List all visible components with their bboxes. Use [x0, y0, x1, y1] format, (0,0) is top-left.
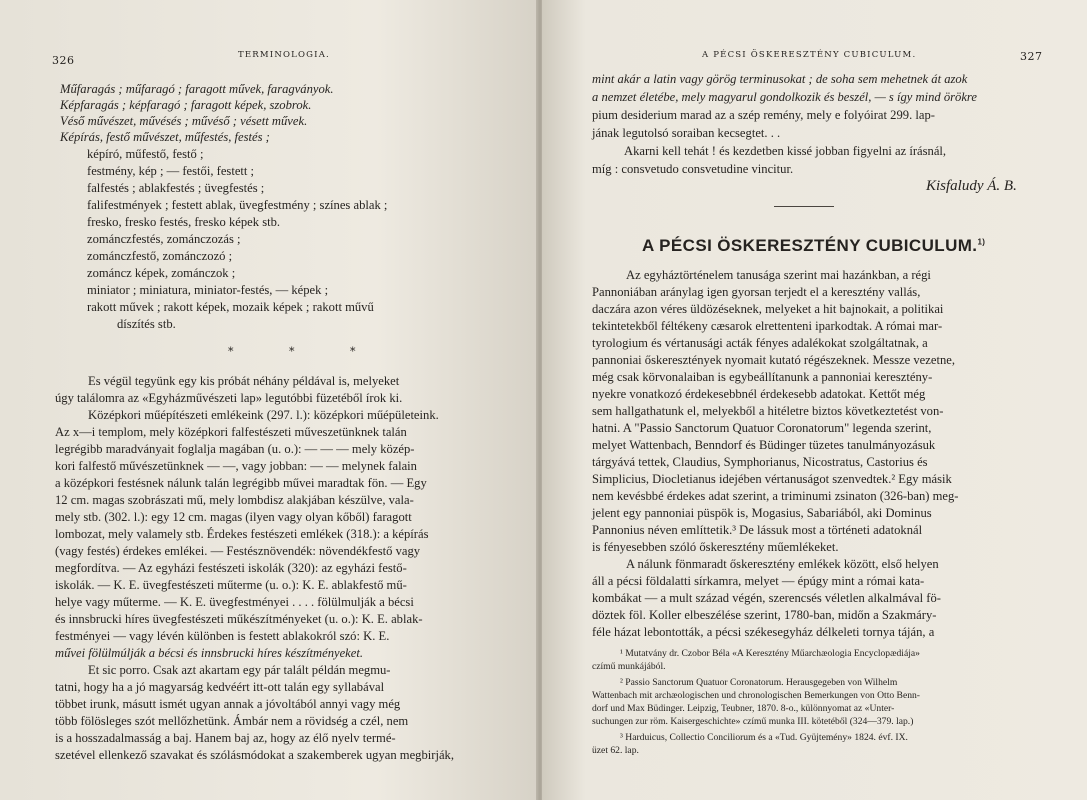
body-line: a középkori festésnek nálunk talán legrégibb művei maradtak fön. — Egy	[55, 476, 427, 490]
page-number: 326	[52, 54, 75, 67]
body-line: Et sic porro. Csak azt akartam egy pár talált példán megmu-	[88, 663, 391, 677]
body-line: Pannonius néven említtetik.³ De lássuk most a történeti adatoknál	[592, 523, 923, 537]
list-line: miniator ; miniatura, miniator-festés, — képek ;	[87, 283, 329, 297]
body-line: több fölösleges szót mellőzhetünk. Ámbár nem a rövidség a czél, nem	[55, 714, 409, 728]
body-line: jának legutolsó soraiban kecsegtet. . .	[592, 126, 781, 140]
body-line: döztek föl. Koller elbeszélése szerint, 1780-ban, midőn a Szakmáry-	[592, 608, 937, 622]
list-line: zománczfestés, zománczozás ;	[87, 232, 241, 246]
list-line: zománczfestő, zománczozó ;	[87, 249, 233, 263]
body-line: tekintetekből féltékeny cæsarok elrettenteni iparkodtak. A római mar-	[592, 319, 943, 333]
body-line: nyekre vonatkozó érdekesebbnél érdekesebb adatokat. Kettőt még	[592, 387, 926, 401]
body-line: áll a pécsi földalatti sírkamra, melyet — épúgy mint a római kata-	[592, 574, 925, 588]
body-line: míg : consvetudo consvetudine vincitur.	[592, 162, 794, 176]
page-number: 327	[1020, 50, 1043, 63]
body-line: még csak körvonalaiban is egybeállítanunk a pannoniai keresztény-	[592, 370, 933, 384]
body-line: melyet Wattenbach, Benndorf és Büdinger tüzetes tanulmányozásuk	[592, 438, 936, 452]
body-line: féle házat lebontották, a pécsi székesegyház délkeleti tornya táján, a	[592, 625, 935, 639]
body-line: mint akár a latin vagy görög terminusokat ; de soha sem mehetnek át azok	[592, 72, 968, 86]
body-line: Az egyháztörténelem tanusága szerint mai hazánkban, a régi	[626, 268, 931, 282]
section-separator: * * *	[228, 345, 382, 358]
body-line: Es végül tegyünk egy kis próbát néhány példával is, melyeket	[88, 374, 400, 388]
body-line: daczára azon véres üldözéseknek, melyeket a hit bajnokait, a politikai	[592, 302, 944, 316]
list-line: Képírás, festő művészet, műfestés, festés ;	[60, 130, 270, 144]
body-line: kori falfestő művészetünknek — —, vagy jobban: — — melynek falain	[55, 459, 417, 473]
body-line: szetével ellenkező szavakat és szólásmódokat a szakemberek ugyan megbirják,	[55, 748, 454, 762]
body-line: iskolák. — K. E. üvegfestészeti műterme (u. o.): K. E. ablakfestő mű-	[55, 578, 407, 592]
body-line: úgy találomra az «Egyházművészeti lap» legutóbbi füzetéből írok ki.	[55, 391, 403, 405]
divider-rule	[774, 206, 834, 207]
body-line: a nemzet életébe, mely magyarul gondolkozik és beszél, — s így mind örökre	[592, 90, 977, 104]
list-line: zománcz képek, zománczok ;	[87, 266, 236, 280]
footnote-line: Wattenbach mit archæologischen und chronologischen Bemerkungen von Otto Benn-	[592, 690, 920, 701]
list-line: rakott művek ; rakott képek, mozaik képek ; rakott művű	[87, 300, 374, 314]
body-line: Simplicius, Diocletianus idejében vértanuságot szenvedtek.² Egy másik	[592, 472, 952, 486]
footnote-line: ¹ Mutatvány dr. Czobor Béla «A Keresztény Műarchæologia Encyclopædiája»	[620, 648, 920, 659]
body-line: A nálunk fönmaradt őskeresztény emlékek között, első helyen	[626, 557, 939, 571]
footnote-line: suchungen zur röm. Kaisergeschichte» czímű munka III. kötetéből (324—379. lap.)	[592, 716, 914, 727]
body-line: és innsbrucki híres üvegfestészeti műkészítményeket (u. o.): K. E. ablak-	[55, 612, 423, 626]
body-line: tyrologium és vértanusági acták fényes adalékokat szolgáltatnak, a	[592, 336, 928, 350]
list-line: Képfaragás ; képfaragó ; faragott képek, szobrok.	[60, 98, 312, 112]
list-line: fresko, fresko festés, fresko képek stb.	[87, 215, 281, 229]
body-line: legrégibb maradványait foglalja magában (u. o.): — — — mely közép-	[55, 442, 415, 456]
body-line: pannoniai őskeresztények nyomait kutató régészeknek. Messze vezetne,	[592, 353, 955, 367]
body-line: jelent egy pannoniai püspök is, Mogasius, Sabariából, aki Dominus	[592, 506, 932, 520]
body-line: sem hallgathatunk el, melyekből a hitéletre biztos következtetést von-	[592, 404, 944, 418]
left-page	[0, 0, 538, 800]
list-line: Véső művészet, művésés ; művéső ; vésett művek.	[60, 114, 308, 128]
body-line: nem kevésbbé érdekes adat szerint, a triminumi zsinaton (326-ban) meg-	[592, 489, 959, 503]
footnote-line: czímű munkájából.	[592, 661, 666, 672]
body-line: Pannoniában aránylag igen gyorsan terjedt el a keresztény vallás,	[592, 285, 921, 299]
running-head: A PÉCSI ÖSKERESZTÉNY CUBICULUM.	[702, 50, 917, 60]
body-line: hatni. A "Passio Sanctorum Quatuor Coronatorum" legenda szerint,	[592, 421, 932, 435]
list-line: díszítés stb.	[117, 317, 176, 331]
body-line: tatni, hogy ha a jó magyarság kedvéért itt-ott talán egy syllabával	[55, 680, 385, 694]
right-page	[542, 0, 1087, 800]
body-line: kombákat — a mult század végén, szerencsés véletlen alkalmával fö-	[592, 591, 941, 605]
body-line: (vagy festés) érdekes emlékei. — Festésznövendék: növendékfestő vagy	[55, 544, 421, 558]
list-line: festmény, kép ; — festői, festett ;	[87, 164, 255, 178]
body-line: megfordítva. — Az egyházi festészeti iskolák (320): az egyházi festő-	[55, 561, 407, 575]
body-line: festményei — vagy lévén különben is festett ablakokról szó: K. E.	[55, 629, 390, 643]
body-line: művei fölülmúlják a bécsi és innsbrucki híres készítményeket.	[55, 646, 363, 660]
footnote-line: dorf und Max Büdinger. Leipzig, Teubner, 1870. 8-o., különnyomat az «Unter-	[592, 703, 895, 714]
title-footnote-mark: 1)	[977, 237, 986, 247]
article-title	[642, 236, 985, 256]
list-line: képíró, műfestő, festő ;	[87, 147, 204, 161]
list-line: Műfaragás ; műfaragó ; faragott művek, faragványok.	[60, 82, 334, 96]
body-line: is fényesebben szóló őskeresztény műemlékeket.	[592, 540, 839, 554]
body-line: Az x—i templom, mely középkori falfestészeti műveszetünknek talán	[55, 425, 407, 439]
body-line: pium desiderium marad az a szép remény, mely e folyóirat 299. lap-	[592, 108, 935, 122]
body-line: helye vagy műterme. — K. E. üvegfestményei . . . . fölülmulják a bécsi	[55, 595, 414, 609]
body-line: tárgyává tettek, Claudius, Symphorianus, Nicostratus, Castorius és	[592, 455, 928, 469]
article-title-text: A PÉCSI ÖSKERESZTÉNY CUBICULUM.	[642, 236, 978, 255]
body-line: is a hosszadalmasság a baj. Hanem baj az, hogy az élő nyelv termé-	[55, 731, 396, 745]
list-line: falfestés ; ablakfestés ; üvegfestés ;	[87, 181, 265, 195]
author-signature: Kisfaludy Á. B.	[926, 178, 1017, 194]
body-line: Középkori műépítészeti emlékeink (297. l.): középkori műépületeink.	[88, 408, 439, 422]
running-head: TERMINOLOGIA.	[238, 50, 330, 60]
footnote-line: ² Passio Sanctorum Quatuor Coronatorum. Herausgegeben von Wilhelm	[620, 677, 898, 688]
body-line: többet irunk, másutt ismét ugyan annak a jóvoltából annyi vagy még	[55, 697, 401, 711]
list-line: falifestmények ; festett ablak, üvegfestmény ; színes ablak ;	[87, 198, 388, 212]
footnote-line: ³ Harduicus, Collectio Conciliorum és a «Tud. Gyüjtemény» 1824. évf. IX.	[620, 732, 908, 743]
body-line: mely stb. (302. l.): egy 12 cm. magas (ilyen vagy olyan kőből) faragott	[55, 510, 412, 524]
body-line: lombozat, mely valamely stb. Érdekes festészeti emlékek (318.): a képírás	[55, 527, 429, 541]
body-line: 12 cm. magas szobrászati mű, mely lombdisz alakjában készülve, vala-	[55, 493, 414, 507]
body-line: Akarni kell tehát ! és kezdetben kissé jobban figyelni az írásnál,	[624, 144, 947, 158]
footnote-line: üzet 62. lap.	[592, 745, 639, 756]
